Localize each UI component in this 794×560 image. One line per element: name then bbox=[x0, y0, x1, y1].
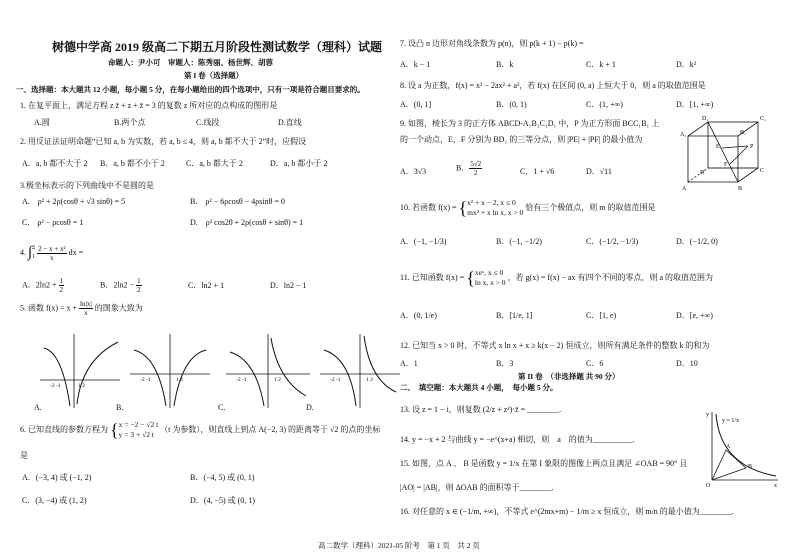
q4-a-half-den: 2 bbox=[59, 286, 64, 294]
q7-option-b: B．k bbox=[496, 60, 514, 69]
question-13-stem: 13. 设 z = 1 − i，则复数 (2/z + z²)·z̄ = ________. bbox=[400, 405, 562, 414]
q11-eq-1: xeˣ, x ≤ 0 bbox=[474, 268, 504, 277]
q2-option-b: B．a, b 都不小于 2 bbox=[100, 159, 165, 168]
q10-option-d-tail: 1/2, 0) bbox=[696, 237, 718, 246]
q12-option-d: D．10 bbox=[676, 359, 698, 368]
q10-option-a-text: A．(−1, − bbox=[400, 237, 434, 246]
question-11-stem: 11. 已知函数 f(x) = { xeˣ, x ≤ 0 ln x, x > 0 ，若 g(x) = f(x) − ax 有四个不同的零点，则 a 的取值范围为 bbox=[400, 268, 714, 288]
q3-option-a: A. ρ² + 2ρ(cosθ + √3 sinθ) = 5 bbox=[22, 197, 126, 206]
svg-text:1 2: 1 2 bbox=[274, 377, 281, 383]
svg-text:-2 -1: -2 -1 bbox=[140, 377, 151, 383]
q4-number: 4. bbox=[20, 247, 26, 257]
q4-b-half-num: 1 bbox=[137, 277, 141, 285]
question-1-stem: 1. 在复平面上，满足方程 z z̄ + z + z̄ = 3 的复数 z 所对应的点构成的图形是 bbox=[20, 101, 278, 110]
section-two-heading: 二、 填空题：本大题共 4 小题， 每小题 5 分。 bbox=[400, 383, 558, 392]
question-8-stem: 8. 设 a 为正数，f(x) = x³ − 2ax² + a²，若 f(x) 在区间 (0, a) 上恒大于 0，则 a 的取值范围是 bbox=[400, 81, 706, 90]
q15-label-o: O bbox=[706, 483, 711, 488]
svg-text:-2 -1: -2 -1 bbox=[50, 383, 61, 389]
q11-option-a: A．(0, 1/e) bbox=[400, 311, 437, 320]
q6-stem-a: 6. 已知直线的参数方程为 bbox=[20, 424, 108, 434]
svg-text:1 2: 1 2 bbox=[176, 377, 183, 383]
q4-option-c: C．ln2 + 1 bbox=[188, 281, 225, 290]
q6-stem-c: 是 bbox=[20, 451, 28, 460]
cube-label-a: A bbox=[682, 186, 687, 192]
page-title: 树德中学高 2019 级高二下期五月阶段性测试数学（理科）试题 bbox=[52, 40, 383, 54]
q2-option-a: A．a, b 都不大于 2 bbox=[22, 159, 88, 168]
q10-option-c bbox=[586, 236, 638, 247]
q4-integrand-num: 2 − x + x² bbox=[38, 244, 66, 253]
question-10-stem: 10. 若函数 f(x) = { x² + x − 2, x ≤ 0 mx² + x ln x, x > 0 恰有三个极值点，则 m 的取值范围是 bbox=[400, 198, 656, 218]
q7-option-a: A．k − 1 bbox=[400, 60, 431, 69]
q4-a-half-num: 1 bbox=[59, 277, 64, 285]
q10-option-c-text: C．(− bbox=[586, 237, 607, 246]
part-one-heading: 第 I 卷（选择题） bbox=[184, 71, 244, 80]
q4-option-b bbox=[100, 277, 142, 294]
q15-label-y: y bbox=[706, 412, 709, 418]
q1-option-b: B.两个点 bbox=[114, 118, 146, 127]
q6-stem-b: （t 为参数），则直线上到点 A(−2, 3) 的距离等于 √2 的点的坐标 bbox=[160, 424, 381, 434]
q4-b-half-den: 2 bbox=[137, 286, 141, 294]
q9-option-d: D．√11 bbox=[586, 167, 612, 176]
q10-option-b-tail: 1/2) bbox=[529, 237, 542, 246]
q11-option-c: C．[1, e) bbox=[586, 311, 617, 320]
question-2-stem: 2. 用反证法证明命题“已知 a, b 为实数，若 a, b ≤ 4，则 a, b 都不大于 2”时，应假设 bbox=[20, 137, 307, 146]
svg-text:1 2: 1 2 bbox=[78, 383, 85, 389]
q15-label-a: A bbox=[726, 444, 731, 450]
q1-option-d: D.直线 bbox=[278, 118, 302, 127]
q1-option-a: A.圆 bbox=[34, 118, 50, 127]
q4-upper-limit: 2 bbox=[32, 245, 36, 251]
q4-option-a-text: A．2ln2 + bbox=[22, 280, 57, 290]
svg-text:-2 -1: -2 -1 bbox=[236, 377, 247, 383]
section-one-heading: 一、选择题：本大题共 12 小题，每小题 5 分，在每小题给出的四个选项中，只有一项是符合题目要求的。 bbox=[16, 85, 365, 94]
q8-option-d: D．[1, +∞) bbox=[676, 100, 714, 109]
q6-option-a: A．(−3, 4) 或 (−1, 2) bbox=[22, 473, 92, 482]
q7-option-d: D．k² bbox=[676, 60, 697, 69]
q15-label-b: B bbox=[748, 464, 753, 470]
q4-option-d: D．ln2 − 1 bbox=[270, 281, 307, 290]
page-footer: 高二数学（理科）2021-05 阶考 第 1 页 共 2 页 bbox=[318, 541, 480, 550]
cube-label-f: F bbox=[724, 162, 728, 168]
q4-lower-limit: 1 bbox=[32, 254, 36, 260]
question-6-stem: 6. 已知直线的参数方程为 { x = −2 − √2 t y = 3 + √2 t （t 为参数），则直线上到点 A(−2, 3) 的距离等于 √2 的点的坐标 bbox=[20, 420, 381, 440]
q10-stem-b: 恰有三个极值点，则 m 的取值范围是 bbox=[525, 202, 656, 212]
authors-line: 命题人：尹小可 审题人：陈秀丽、杨世辉、胡蓉 bbox=[108, 58, 273, 67]
q12-option-a: A．1 bbox=[400, 359, 418, 368]
q8-option-c: C．(1, +∞) bbox=[586, 100, 623, 109]
cube-label-a1: A₁ bbox=[680, 132, 687, 138]
q8-option-a: A．(0, 1] bbox=[400, 100, 432, 109]
q6-eq-2: y = 3 + √2 t bbox=[118, 430, 154, 439]
cube-label-e: E bbox=[716, 144, 720, 150]
q15-graph bbox=[702, 408, 782, 488]
q11-stem-b: ，若 g(x) = f(x) − ax 有四个不同的零点，则 a 的取值范围为 bbox=[507, 272, 714, 282]
q5-graphs bbox=[40, 330, 400, 410]
q10-stem-a: 10. 若函数 f(x) = bbox=[400, 202, 457, 212]
q12-option-c: C．6 bbox=[586, 359, 604, 368]
q6-eq-1: x = −2 − √2 t bbox=[118, 420, 159, 429]
q11-eq-2: ln x, x > 0 bbox=[474, 278, 506, 287]
q10-option-a-tail: 1/3) bbox=[433, 237, 447, 246]
svg-text:1 2: 1 2 bbox=[366, 377, 373, 383]
q9-b-num: 5√2 bbox=[470, 160, 482, 168]
q5-label-d: D. bbox=[306, 403, 314, 412]
question-15-line-2: |AO| = |AB|，则 ΔOAB 的面积等于________. bbox=[400, 483, 554, 492]
q10-option-c-tail: 1/2, −1/3) bbox=[606, 237, 639, 246]
q5-stem-b: 的图象大致为 bbox=[94, 303, 143, 313]
q5-graph-d bbox=[320, 334, 400, 408]
q7-option-c: C．k + 1 bbox=[586, 60, 616, 69]
question-15-line-1: 15. 如图，点 A 、 B 是函数 y = 1/x 在第 I 象限的图像上两点且满足 ∠OAB = 90° 且 bbox=[400, 459, 688, 468]
q4-integrand bbox=[37, 245, 67, 262]
question-16-stem: 16. 对任意的 x ∈ (−1/m, +∞)，不等式 e^(2mx+m) − 1/m ≥ x 恒成立，则 m/n 的最小值为________. bbox=[400, 507, 734, 516]
q3-option-d: D. ρ² cos2θ + 2ρ(cosθ + sinθ) = 1 bbox=[190, 218, 304, 227]
q5-label-a: A. bbox=[34, 403, 42, 412]
q8-option-b: B．(0, 1) bbox=[496, 100, 527, 109]
q10-eq-1: x² + x − 2, x ≤ 0 bbox=[467, 198, 516, 207]
q5-stem-a: 5. 函数 f(x) = x + bbox=[20, 303, 78, 313]
q5-frac-den: x bbox=[84, 309, 88, 317]
q9-option-b bbox=[456, 160, 482, 177]
cube-figure bbox=[680, 112, 780, 194]
q5-graph-b bbox=[130, 334, 210, 408]
q10-option-a bbox=[400, 236, 446, 247]
question-3-stem: 3.极坐标表示的下列曲线中不是圆的是 bbox=[20, 181, 154, 190]
q4-option-a bbox=[22, 277, 64, 294]
q3-option-b: B. ρ² − 6ρcosθ − 4ρsinθ = 0 bbox=[190, 197, 285, 206]
q4-integrand-den: x bbox=[50, 253, 54, 262]
cube-label-d1: D₁ bbox=[702, 116, 709, 122]
question-9-line-2: 的一个动点，E，F 分别为 BD₁ 的三等分点，则 |PE| + |PF| 的最小值为 bbox=[400, 135, 643, 144]
q12-option-b: B．3 bbox=[496, 359, 514, 368]
q4-option-b-text: B．2ln2 − bbox=[100, 280, 135, 290]
integral-sign: ∫ bbox=[28, 244, 33, 261]
q2-option-c: C．a, b 都大于 2 bbox=[186, 159, 243, 168]
question-9-line-1: 9. 如图，棱长为 3 的正方体 ABCD-A₁B₁C₁D₁ 中，P 为正方形面 BCC₁B₁ 上 bbox=[400, 119, 660, 128]
q5-graph-a bbox=[40, 334, 120, 408]
q9-option-a: A．3√3 bbox=[400, 167, 427, 176]
q11-option-d: D．[e, +∞) bbox=[676, 311, 713, 320]
svg-text:-2 -1: -2 -1 bbox=[330, 377, 341, 383]
q3-option-c: C. ρ² − ρcosθ = 1 bbox=[22, 218, 84, 227]
q9-option-b-text: B． bbox=[456, 163, 470, 173]
q15-label-x: x bbox=[774, 483, 777, 488]
q10-option-d bbox=[676, 236, 718, 247]
question-4-stem bbox=[20, 244, 83, 262]
cube-label-d: D bbox=[700, 170, 705, 176]
q5-frac-num: ln|x| bbox=[80, 300, 92, 308]
cube-label-b1: B₁ bbox=[740, 130, 747, 136]
q1-option-c: C.线段 bbox=[196, 118, 220, 127]
q5-label-b: B. bbox=[116, 403, 124, 412]
q9-b-den: 2 bbox=[474, 169, 478, 177]
q11-option-b: B．[1/e, 1] bbox=[496, 311, 533, 320]
q10-option-b bbox=[496, 236, 542, 247]
q5-label-c: C. bbox=[218, 403, 226, 412]
q6-option-d: D．(4, −5) 或 (0, 1) bbox=[190, 496, 255, 505]
cube-label-b: B bbox=[738, 186, 743, 192]
q2-option-d: D．a, b 都小于 2 bbox=[270, 159, 328, 168]
question-14-stem: 14. y = −x + 2 与曲线 y = −e^(x+a) 相切，则 a 的值为__________. bbox=[400, 435, 635, 444]
part-two-heading: 第 II 卷 （非选择题 共 90 分） bbox=[518, 372, 620, 381]
q11-stem-a: 11. 已知函数 f(x) = bbox=[400, 272, 465, 282]
q6-option-b: B．(−4, 5) 或 (0, 1) bbox=[190, 473, 255, 482]
q10-eq-2: mx² + x ln x, x > 0 bbox=[467, 208, 524, 217]
question-7-stem: 7. 设凸 n 边形对角线条数为 p(n)，则 p(k + 1) − p(k) = bbox=[400, 39, 584, 48]
cube-label-p: P bbox=[750, 144, 754, 150]
cube-label-c: C bbox=[760, 168, 765, 174]
question-5-stem bbox=[20, 300, 143, 317]
q6-option-c: C．(3, −4) 或 (1, 2) bbox=[22, 496, 87, 505]
cube-label-c1: C₁ bbox=[760, 116, 767, 122]
q4-dx: dx = bbox=[68, 247, 84, 257]
q5-graph-c bbox=[226, 334, 310, 408]
q10-option-d-text: D．(− bbox=[676, 237, 697, 246]
q15-label-curve: y = 1/x bbox=[722, 418, 740, 424]
q10-option-b-text: B．(−1, − bbox=[496, 237, 530, 246]
question-12-stem: 12. 已知当 x > 0 时，不等式 x ln x + x ≥ k(x − 2) 恒成立，则所有满足条件的整数 k 的和为 bbox=[400, 341, 710, 350]
q9-option-c: C．1 + √6 bbox=[520, 167, 555, 176]
